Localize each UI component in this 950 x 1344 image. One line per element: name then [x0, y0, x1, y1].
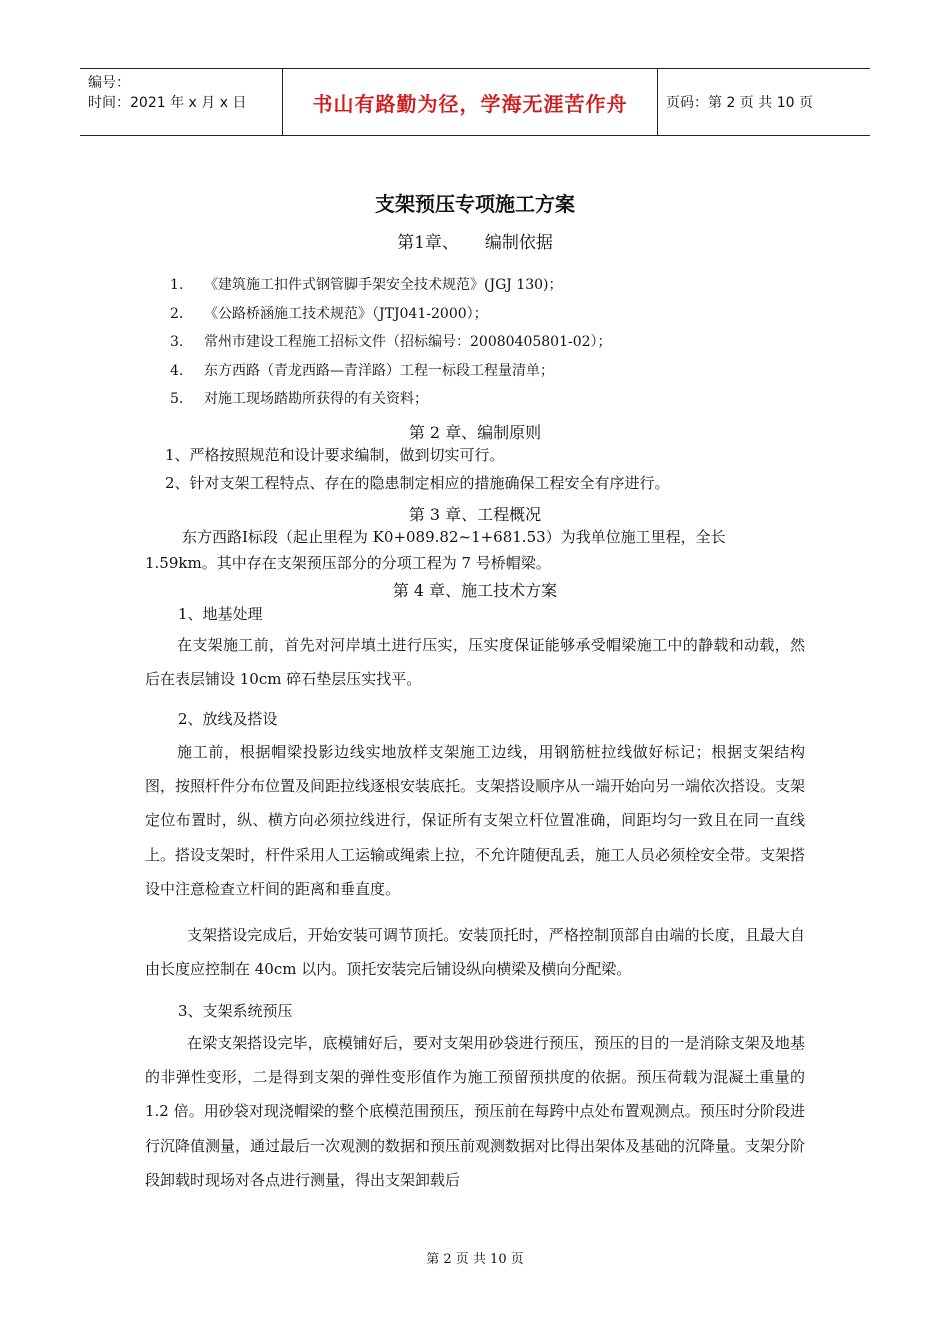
chapter1-title: 编制依据 — [484, 233, 553, 253]
document-title: 支架预压专项施工方案 — [375, 192, 575, 216]
overview-line-1: 东方西路Ⅰ标段（起止里程为 K0+089.82~1+681.53）为我单位施工里程，全长 — [182, 528, 726, 546]
header-motto: 书山有路勤为径，学海无涯苦作舟 — [282, 69, 658, 135]
principle-1: 1、严格按照规范和设计要求编制，做到切实可行。 — [165, 446, 505, 464]
header-page-label: 页码：第 2 页 共 10 页 — [666, 95, 813, 111]
page-header — [80, 68, 870, 136]
number-label: 编号： — [88, 75, 130, 91]
section1-title: 1、地基处理 — [178, 605, 263, 623]
section2-paragraph-1: 施工前，根据帽梁投影边线实地放样支架施工边线，用钢筋桩拉线做好标记；根据支架结构图，按照杆件分布位置及间距拉线逐根安装底托。支架搭设顺序从一端开始向另一端依次搭设。支架定位布置时，纵、横方向必须拉线进行，保证所有支架立杆位置准确，间距均匀一致且在同一直线上。搭设支架时，杆件采用人工运输或绳索上拉，不允许随便乱丢，施工人员必须栓安全带。支架搭设中注意检查立杆间的距离和垂直度。 — [145, 743, 806, 898]
page-footer: 第 2 页 共 10 页 — [426, 1252, 524, 1267]
list-item: 2. 《公路桥涵施工技术规范》（JTJ041-2000）； — [170, 305, 488, 322]
chapter4-heading: 第 4 章、施工技术方案 — [392, 581, 558, 600]
chapter1-heading — [0, 228, 950, 253]
principle-2: 2、针对支架工程特点、存在的隐患制定相应的措施确保工程安全有序进行。 — [165, 474, 670, 492]
section3-paragraph: 在梁支架搭设完毕，底模铺好后，要对支架用砂袋进行预压，预压的目的一是消除支架及地基的非弹性变形，二是得到支架的弹性变形值作为施工预留预拱度的依据。预压荷载为混凝土重量的 1.2 倍。用砂袋对现浇帽梁的整个底模范围预压，预压前在每跨中点处布置观测点。预压时分阶段进行沉降值测量，通过最后一次观测的数据和预压前观测数据对比得出架体及基础的沉降量。支架分阶段卸载时现场对各点进行测量，得出支架卸载后 — [145, 1034, 806, 1189]
section3-title: 3、支架系统预压 — [178, 1002, 293, 1020]
list-item: 3. 常州市建设工程施工招标文件（招标编号：20080405801-02）； — [170, 334, 612, 350]
header-info — [80, 69, 282, 135]
list-item: 5. 对施工现场踏勘所获得的有关资料； — [170, 391, 428, 407]
chapter3-heading: 第 3 章、工程概况 — [408, 505, 542, 524]
section2-paragraph-2: 支架搭设完成后，开始安装可调节顶托。安装顶托时，严格控制顶部自由端的长度，且最大自由长度应控制在 40cm 以内。顶托安装完后铺设纵向横梁及横向分配梁。 — [145, 926, 805, 979]
chapter2-heading: 第 2 章、编制原则 — [408, 423, 542, 442]
list-item: 1. 《建筑施工扣件式钢管脚手架安全技术规范》(JGJ 130)； — [170, 277, 563, 293]
section2-title: 2、放线及搭设 — [178, 710, 278, 728]
section1-paragraph: 在支架施工前，首先对河岸填土进行压实，压实度保证能够承受帽梁施工中的静载和动载，然后在表层铺设 10cm 碎石垫层压实找平。 — [145, 636, 805, 689]
overview-line-2: 1.59km。其中存在支架预压部分的分项工程为 7 号桥帽梁。 — [145, 554, 551, 572]
chapter1-number: 第1章、 — [397, 233, 459, 253]
time-label: 时间：2021 年 x 月 x 日 — [88, 95, 247, 111]
basis-list — [170, 274, 612, 417]
list-item: 4. 东方西路（青龙西路—青洋路）工程一标段工程量清单； — [170, 362, 554, 379]
